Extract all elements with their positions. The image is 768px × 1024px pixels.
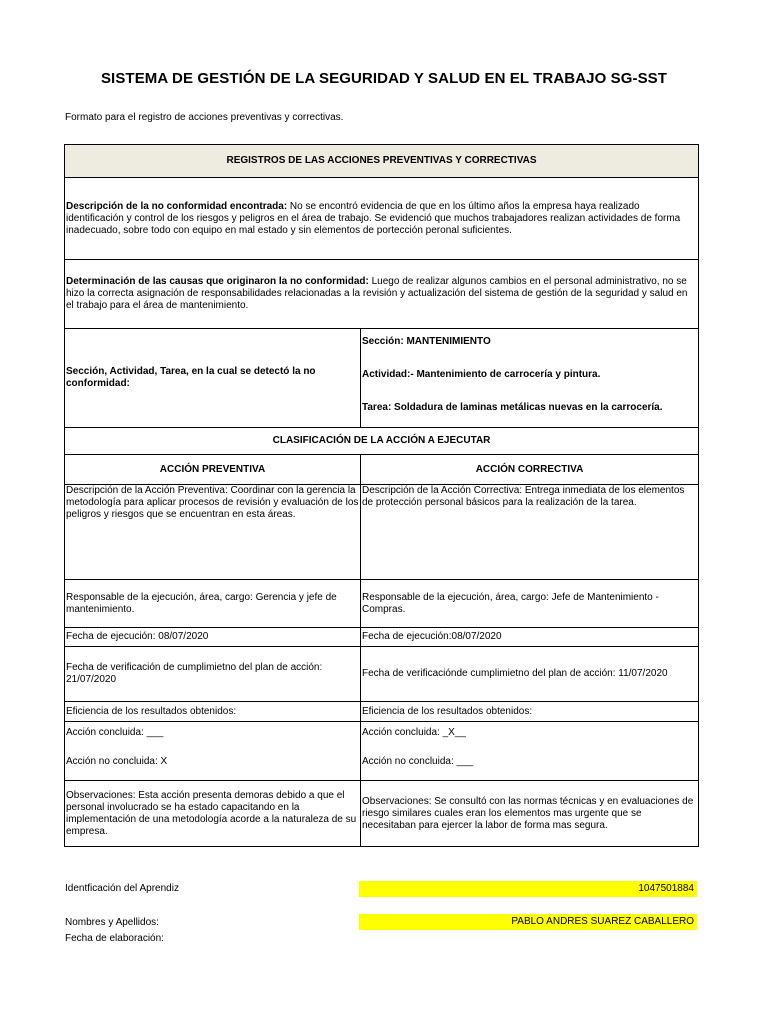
preventiva-observaciones: Observaciones: Esta acción presenta demoras debido a que el personal involucrado se ha estado capacitando en la implementación de una metodología acorde a la naturaleza de su empresa. (65, 781, 361, 847)
preventiva-concluida: Acción concluida: ___ (66, 727, 164, 738)
descripcion-label: Descripción de la no conformidad encontrada: (66, 200, 288, 212)
registro-header: REGISTROS DE LAS ACCIONES PREVENTIVAS Y CORRECTIVAS (65, 145, 699, 178)
correctiva-responsable: Responsable de la ejecución, área, cargo: Jefe de Mantenimiento - Compras. (361, 580, 699, 628)
preventiva-fecha-ejecucion: Fecha de ejecución: 08/07/2020 (65, 628, 361, 647)
descripcion-text: No se encontró evidencia de que en los último años la empresa haya realizado identificación y control de los riesgos y peligros en el área de trabajo. Se evidenció que muchos trabajadores realizan actividades de forma inadecuado, sobre todo con equipo en mal estado y sin elementos de portección peronal suficientes. (66, 200, 681, 236)
fecha-elaboracion-label: Fecha de elaboración: (65, 933, 164, 944)
seccion-value: Sección: MANTENIMIENTO (362, 336, 491, 347)
correctiva-no-concluida: Acción no concluida: ___ (362, 756, 474, 767)
actividad-value: Actividad:- Mantenimiento de carrocería y pintura. (362, 369, 601, 380)
causas-label: Determinación de las causas que originaron la no conformidad: (66, 276, 369, 287)
seccion-details (361, 329, 699, 428)
descripcion-no-conformidad (65, 178, 699, 260)
preventiva-responsable: Responsable de la ejecución, área, cargo: Gerencia y jefe de mantenimiento. (65, 580, 361, 628)
tarea-value: Tarea: Soldadura de laminas metálicas nuevas en la carrocería. (362, 402, 663, 413)
preventiva-descripcion: Descripción de la Acción Preventiva: Coordinar con la gerencia la metodología para aplicar procesos de revisión y evaluación de los peligros y riesgos que se encuentran en esta áreas. (65, 485, 361, 580)
correctiva-descripcion: Descripción de la Acción Correctiva: Entrega inmediata de los elementos de protección personal básicos para la realización de la tarea. (361, 485, 699, 580)
nombres-value: PABLO ANDRES SUAREZ CABALLERO (359, 914, 697, 930)
correctiva-fecha-ejecucion: Fecha de ejecución:08/07/2020 (361, 628, 699, 647)
preventiva-header: ACCIÓN PREVENTIVA (65, 455, 361, 485)
page-title: SISTEMA DE GESTIÓN DE LA SEGURIDAD Y SALUD EN EL TRABAJO SG-SST (100, 70, 668, 87)
preventiva-no-concluida: Acción no concluida: X (66, 756, 168, 767)
actions-form-table (64, 144, 699, 847)
causas-no-conformidad (65, 260, 699, 329)
preventiva-eficiencia: Eficiencia de los resultados obtenidos: (65, 702, 361, 722)
correctiva-eficiencia: Eficiencia de los resultados obtenidos: (361, 702, 699, 722)
seccion-label: Sección, Actividad, Tarea, en la cual se detectó la no conformidad: (65, 329, 361, 428)
identificacion-label: Identficación del Aprendiz (65, 883, 179, 894)
nombres-label: Nombres y Apellidos: (65, 917, 159, 928)
correctiva-header: ACCIÓN CORRECTIVA (361, 455, 699, 485)
form-subtitle: Formato para el registro de acciones preventivas y correctivas. (65, 112, 344, 123)
preventiva-fecha-verificacion: Fecha de verificación de cumplimietno del plan de acción: 21/07/2020 (65, 647, 361, 702)
correctiva-concluida: Acción concluida: _X__ (362, 727, 466, 738)
identificacion-value: 1047501884 (359, 881, 697, 897)
preventiva-estado (65, 722, 361, 781)
correctiva-estado (361, 722, 699, 781)
causas-text: Luego de realizar algunos cambios en el personal administrativo, no se hizo la correcta asignación de responsabilidades relacionadas a la revisión y actualización del sistema de gestión de la seguridad y salud en el trabajo para el área de mantenimiento. (66, 276, 688, 311)
correctiva-observaciones: Observaciones: Se consultó con las normas técnicas y en evaluaciones de riesgo similares cuales eran los elementos mas urgente que se necesitaban para ejercer la labor de forma mas segura. (361, 781, 699, 847)
clasificacion-header: CLASIFICACIÓN DE LA ACCIÓN A EJECUTAR (65, 428, 699, 455)
correctiva-fecha-verificacion: Fecha de verificaciónde cumplimietno del plan de acción: 11/07/2020 (361, 647, 699, 702)
